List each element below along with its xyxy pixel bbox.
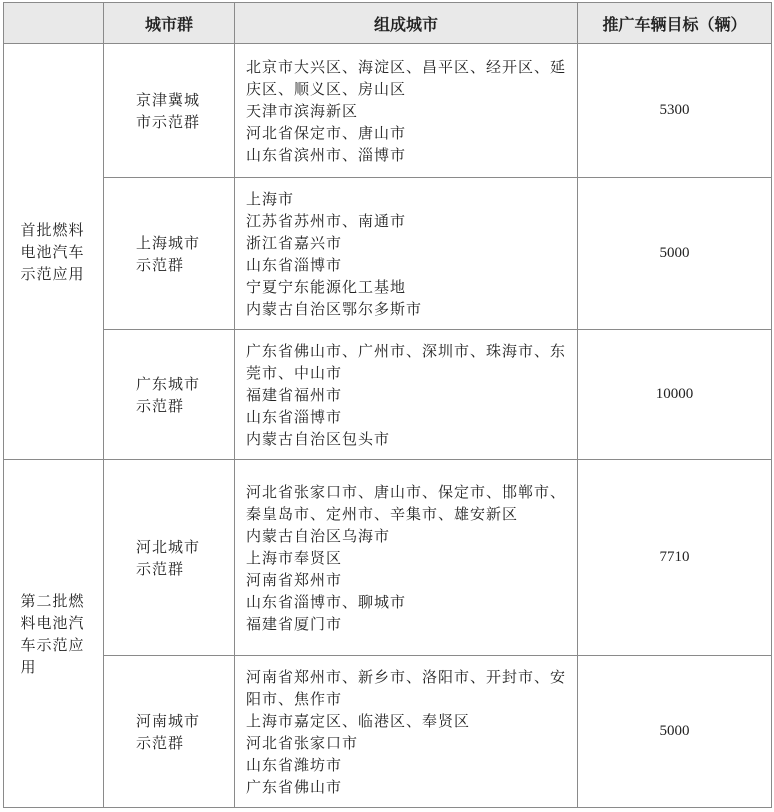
group-name: 河南城市示范群	[136, 711, 201, 752]
batch-cell-first	[4, 44, 104, 460]
table-row	[4, 460, 772, 656]
header-vehicle-target: 推广车辆目标（辆）	[578, 3, 772, 44]
target-cell: 10000	[578, 330, 772, 460]
group-name: 上海城市示范群	[136, 233, 201, 274]
cities-cell: 北京市大兴区、海淀区、昌平区、经开区、延庆区、顺义区、房山区 天津市滨海新区 河北省保定市、唐山市 山东省滨州市、淄博市	[235, 44, 578, 178]
target-cell: 5000	[578, 178, 772, 330]
cities-cell: 上海市 江苏省苏州市、南通市 浙江省嘉兴市 山东省淄博市 宁夏宁东能源化工基地 内蒙古自治区鄂尔多斯市	[235, 178, 578, 330]
table-row	[4, 330, 772, 460]
group-name: 河北城市示范群	[136, 537, 201, 578]
header-member-cities: 组成城市	[235, 3, 578, 44]
target-cell: 5000	[578, 656, 772, 808]
table-row	[4, 44, 772, 178]
target-cell: 5300	[578, 44, 772, 178]
group-cell	[104, 330, 235, 460]
table-row	[4, 656, 772, 808]
fuel-cell-demo-table	[3, 2, 772, 808]
header-city-group: 城市群	[104, 3, 235, 44]
group-cell	[104, 460, 235, 656]
header-batch	[4, 3, 104, 44]
group-cell	[104, 178, 235, 330]
cities-cell: 河南省郑州市、新乡市、洛阳市、开封市、安阳市、焦作市 上海市嘉定区、临港区、奉贤区 河北省张家口市 山东省潍坊市 广东省佛山市	[235, 656, 578, 808]
cities-cell: 广东省佛山市、广州市、深圳市、珠海市、东莞市、中山市 福建省福州市 山东省淄博市 内蒙古自治区包头市	[235, 330, 578, 460]
batch-label: 第二批燃料电池汽车示范应用	[20, 591, 85, 676]
group-name: 广东城市示范群	[136, 374, 201, 415]
group-name: 京津冀城市示范群	[136, 90, 201, 131]
cities-cell: 河北省张家口市、唐山市、保定市、邯郸市、秦皇岛市、定州市、辛集市、雄安新区 内蒙古自治区乌海市 上海市奉贤区 河南省郑州市 山东省淄博市、聊城市 福建省厦门市	[235, 460, 578, 656]
group-cell	[104, 44, 235, 178]
table-header-row	[4, 3, 772, 44]
group-cell	[104, 656, 235, 808]
table-row	[4, 178, 772, 330]
batch-cell-second	[4, 460, 104, 808]
target-cell: 7710	[578, 460, 772, 656]
batch-label: 首批燃料电池汽车示范应用	[20, 220, 85, 283]
